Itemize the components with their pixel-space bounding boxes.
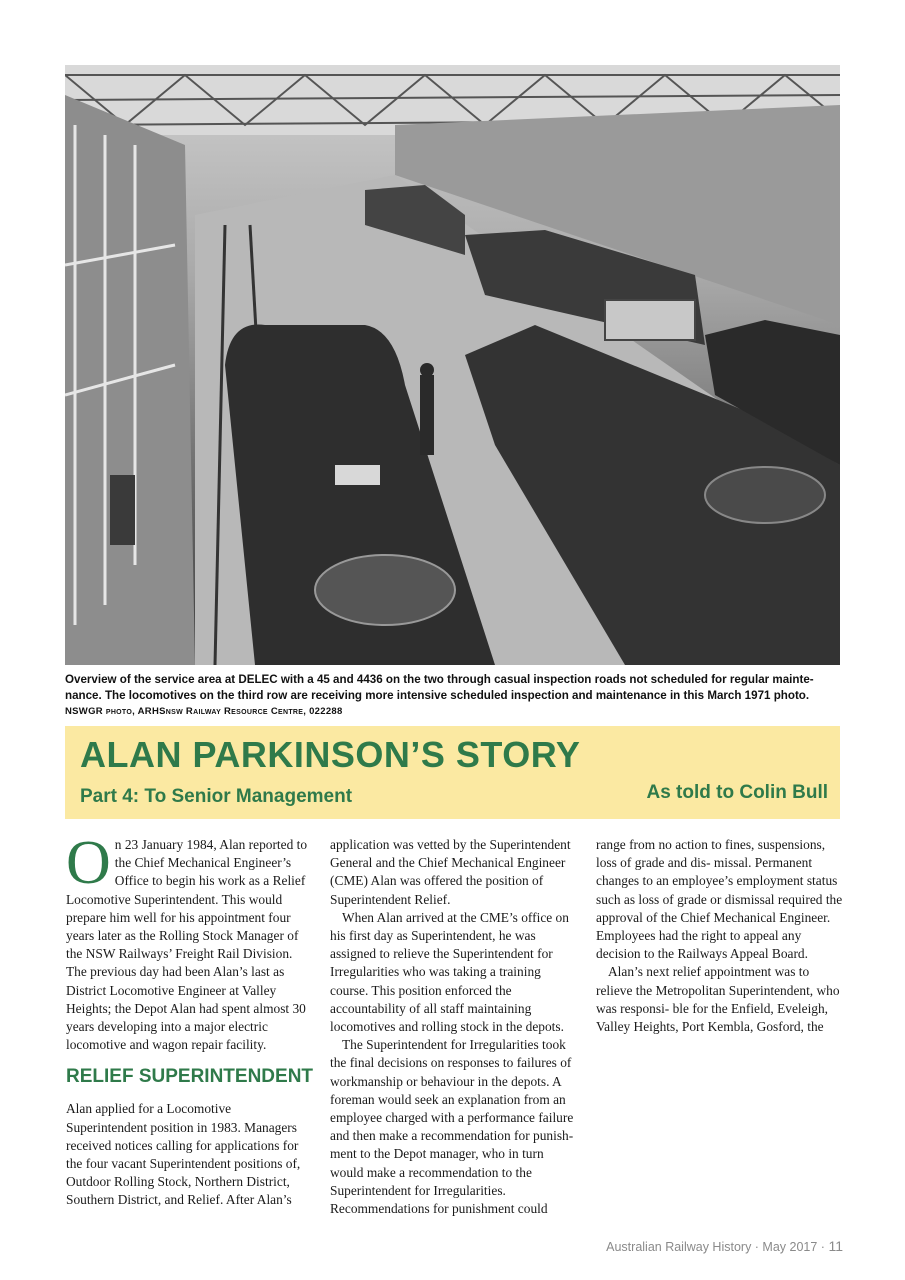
- paragraph-4-continued: range from no action to fines, suspensions, loss of grade and dis- missal. Permanent changes to an employee’s employment status such as loss of grade or dismissal required the approval of the Chief Mechanical Engineer. Employees had the right to appeal any decision to the Railways Appeal Board.: [596, 837, 843, 962]
- caption-text: Overview of the service area at DELEC with a 45 and 4436 on the two through casual inspection roads not scheduled for regular mainte- nance. The locomotives on the third row are receiving more intensive scheduled inspection and maintenance in this March 1971 photo.: [65, 673, 814, 702]
- paragraph-2-continued: application was vetted by the Superintendent General and the Chief Mechanical Engineer (CME) Alan was offered the position of Superintendent Relief.: [330, 837, 571, 907]
- article-byline: As told to Colin Bull: [646, 782, 828, 803]
- paragraph-2: Alan applied for a Locomotive Superintendent position in 1983. Managers received notices calling for applications for the four vacant Superintendent positions of, Outdoor Rolling Stock, Northern District, Southern District, and Relief. After Alan’s: [66, 1101, 301, 1208]
- paragraph-2-start: [66, 1100, 314, 1209]
- page-number: 11: [828, 1238, 843, 1254]
- paragraph-3: When Alan arrived at the CME’s office on his first day as Superintendent, he was assigned to relieve the Superintendent for Irregularities who was taking a training course. This position enforced the accountability of all staff maintaining locomotives and rolling stock in the depots.: [330, 909, 569, 1035]
- locomotive-depot-photo: [65, 65, 840, 665]
- paragraph-4: The Superintendent for Irregularities took the final decisions on responses to failures of workmanship or behaviour in the depots. A foreman would seek an explanation from an employee charged with a performance failure and then make a recommendation for punish- ment to the Depot manager, who in turn would make a recommendation to the Superintendent for Irregularities. Recommendations for punishment could: [330, 1037, 574, 1217]
- photo-caption: [65, 672, 845, 720]
- page-footer: [606, 1238, 843, 1254]
- article-column-1: [66, 829, 314, 1210]
- article-column-3: [596, 836, 844, 1036]
- paragraph-1: n 23 January 1984, Alan reported to the Chief Mechanical Engineer’s Office to begin his work as a Relief Locomotive Superintendent. This would prepare him well for his appointment four years later as the Rolling Stock Manager of the NSW Railways’ Freight Rail Division. The previous day had been Alan’s last as District Locomotive Engineer at Valley Heights; the Depot Alan had spent almost 30 years developing into a major electric locomotive and wagon repair facility.: [66, 837, 308, 1053]
- section-heading: RELIEF SUPERINTENDENT: [66, 1066, 314, 1088]
- article-part: Part 4: To Senior Management: [80, 786, 353, 807]
- paragraph-5: Alan’s next relief appointment was to relieve the Metropolitan Superintendent, who was responsi- ble for the Enfield, Eveleigh, Valley Heights, Port Kembla, Gosford, the: [596, 964, 840, 1035]
- article-title: ALAN PARKINSON’S STORY: [80, 734, 581, 775]
- article-banner: [65, 726, 840, 819]
- footer-publication: Australian Railway History · May 2017 ·: [606, 1240, 825, 1254]
- photo-illustration: [65, 65, 840, 665]
- drop-cap: O: [66, 829, 111, 897]
- article-column-2: [330, 836, 578, 1218]
- photo-credit: NSWGR photo, ARHSnsw Railway Resource Centre, 022288: [65, 706, 343, 717]
